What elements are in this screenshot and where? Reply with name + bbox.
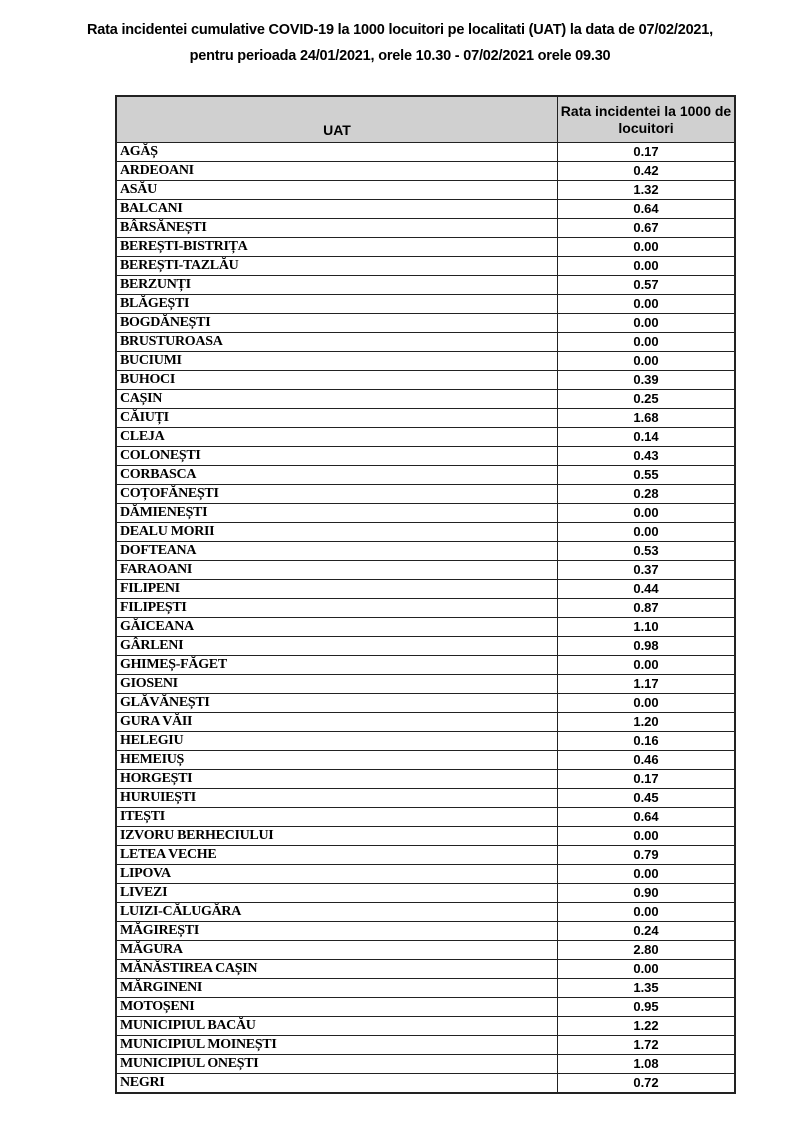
incidence-rate: 0.00	[558, 656, 736, 675]
uat-name: HELEGIU	[116, 732, 558, 751]
uat-name: FARAOANI	[116, 561, 558, 580]
table-row	[116, 903, 735, 922]
incidence-rate: 1.35	[558, 979, 736, 998]
table-row	[116, 618, 735, 637]
table-row	[116, 1036, 735, 1055]
table-row	[116, 447, 735, 466]
table-row	[116, 637, 735, 656]
table-row	[116, 789, 735, 808]
incidence-rate: 0.16	[558, 732, 736, 751]
incidence-rate: 0.37	[558, 561, 736, 580]
incidence-table	[115, 95, 736, 1094]
incidence-rate: 0.55	[558, 466, 736, 485]
uat-name: BALCANI	[116, 200, 558, 219]
uat-name: DĂMIENEȘTI	[116, 504, 558, 523]
incidence-rate: 1.20	[558, 713, 736, 732]
uat-name: DEALU MORII	[116, 523, 558, 542]
incidence-rate: 0.25	[558, 390, 736, 409]
incidence-rate: 1.08	[558, 1055, 736, 1074]
uat-name: LIVEZI	[116, 884, 558, 903]
table-body	[116, 143, 735, 1094]
table-row	[116, 162, 735, 181]
uat-name: CORBASCA	[116, 466, 558, 485]
table-row	[116, 219, 735, 238]
uat-name: MĂNĂSTIREA CAȘIN	[116, 960, 558, 979]
uat-name: HURUIEȘTI	[116, 789, 558, 808]
incidence-rate: 0.00	[558, 352, 736, 371]
table-header-row	[116, 96, 735, 143]
incidence-rate: 0.72	[558, 1074, 736, 1094]
table-row	[116, 922, 735, 941]
table-row	[116, 751, 735, 770]
uat-name: BRUSTUROASA	[116, 333, 558, 352]
uat-name: LIPOVA	[116, 865, 558, 884]
table-row	[116, 656, 735, 675]
table-row	[116, 333, 735, 352]
uat-name: MOTOȘENI	[116, 998, 558, 1017]
table-row	[116, 941, 735, 960]
table-row	[116, 181, 735, 200]
uat-name: LUIZI-CĂLUGĂRA	[116, 903, 558, 922]
table-row	[116, 694, 735, 713]
document-subtitle: pentru perioada 24/01/2021, orele 10.30 - 07/02/2021 orele 09.30	[189, 48, 611, 64]
uat-name: BUCIUMI	[116, 352, 558, 371]
table-row	[116, 238, 735, 257]
uat-name: BEREȘTI-BISTRIȚA	[116, 238, 558, 257]
uat-name: DOFTEANA	[116, 542, 558, 561]
uat-name: BÂRSĂNEȘTI	[116, 219, 558, 238]
table-row	[116, 390, 735, 409]
table-row	[116, 485, 735, 504]
uat-name: AGĂȘ	[116, 143, 558, 162]
uat-name: ITEȘTI	[116, 808, 558, 827]
incidence-rate: 0.00	[558, 903, 736, 922]
incidence-rate: 0.42	[558, 162, 736, 181]
incidence-rate: 0.00	[558, 523, 736, 542]
table-row	[116, 979, 735, 998]
incidence-rate: 0.79	[558, 846, 736, 865]
table-row	[116, 352, 735, 371]
table-row	[116, 1055, 735, 1074]
uat-name: CLEJA	[116, 428, 558, 447]
table-row	[116, 257, 735, 276]
table-row	[116, 409, 735, 428]
incidence-rate: 0.00	[558, 238, 736, 257]
table-row	[116, 713, 735, 732]
uat-name: GIOSENI	[116, 675, 558, 694]
incidence-rate: 0.64	[558, 808, 736, 827]
uat-name: MUNICIPIUL MOINEȘTI	[116, 1036, 558, 1055]
uat-name: HORGEȘTI	[116, 770, 558, 789]
uat-name: GÂRLENI	[116, 637, 558, 656]
uat-name: MĂGURA	[116, 941, 558, 960]
table-row	[116, 827, 735, 846]
uat-name: GĂICEANA	[116, 618, 558, 637]
uat-name: HEMEIUȘ	[116, 751, 558, 770]
table-row	[116, 314, 735, 333]
uat-name: BEREȘTI-TAZLĂU	[116, 257, 558, 276]
incidence-rate: 1.10	[558, 618, 736, 637]
incidence-rate: 1.72	[558, 1036, 736, 1055]
uat-name: NEGRI	[116, 1074, 558, 1094]
table-row	[116, 1074, 735, 1094]
table-row	[116, 428, 735, 447]
table-row	[116, 295, 735, 314]
table-row	[116, 846, 735, 865]
uat-name: BOGDĂNEȘTI	[116, 314, 558, 333]
table-row	[116, 770, 735, 789]
table-row	[116, 998, 735, 1017]
table-row	[116, 675, 735, 694]
incidence-rate: 0.98	[558, 637, 736, 656]
incidence-rate: 0.00	[558, 694, 736, 713]
incidence-rate: 0.00	[558, 295, 736, 314]
incidence-rate: 0.90	[558, 884, 736, 903]
uat-name: MĂGIREȘTI	[116, 922, 558, 941]
uat-name: FILIPEȘTI	[116, 599, 558, 618]
uat-name: ARDEOANI	[116, 162, 558, 181]
table-row	[116, 523, 735, 542]
incidence-rate: 1.17	[558, 675, 736, 694]
uat-name: GHIMEȘ-FĂGET	[116, 656, 558, 675]
uat-name: BUHOCI	[116, 371, 558, 390]
incidence-rate: 0.67	[558, 219, 736, 238]
incidence-rate: 0.00	[558, 314, 736, 333]
table-row	[116, 1017, 735, 1036]
incidence-rate: 1.22	[558, 1017, 736, 1036]
uat-name: MĂRGINENI	[116, 979, 558, 998]
incidence-rate: 0.45	[558, 789, 736, 808]
table-row	[116, 808, 735, 827]
uat-name: FILIPENI	[116, 580, 558, 599]
table-row	[116, 276, 735, 295]
uat-name: CAȘIN	[116, 390, 558, 409]
incidence-rate: 0.43	[558, 447, 736, 466]
column-header-rate: Rata incidentei la 1000 de locuitori	[558, 96, 736, 143]
incidence-rate: 0.17	[558, 143, 736, 162]
incidence-rate: 0.95	[558, 998, 736, 1017]
incidence-rate: 0.00	[558, 257, 736, 276]
table-row	[116, 466, 735, 485]
uat-name: COȚOFĂNEȘTI	[116, 485, 558, 504]
table-row	[116, 143, 735, 162]
table-row	[116, 504, 735, 523]
column-header-uat: UAT	[116, 96, 558, 143]
uat-name: MUNICIPIUL BACĂU	[116, 1017, 558, 1036]
incidence-rate: 2.80	[558, 941, 736, 960]
incidence-rate: 0.46	[558, 751, 736, 770]
incidence-rate: 0.57	[558, 276, 736, 295]
table-row	[116, 865, 735, 884]
incidence-rate: 0.00	[558, 827, 736, 846]
incidence-rate: 0.39	[558, 371, 736, 390]
incidence-rate: 0.87	[558, 599, 736, 618]
table-row	[116, 542, 735, 561]
incidence-rate: 0.64	[558, 200, 736, 219]
incidence-rate: 1.68	[558, 409, 736, 428]
uat-name: GLĂVĂNEȘTI	[116, 694, 558, 713]
incidence-rate: 0.00	[558, 865, 736, 884]
table-row	[116, 561, 735, 580]
table-row	[116, 599, 735, 618]
table-row	[116, 960, 735, 979]
uat-name: LETEA VECHE	[116, 846, 558, 865]
incidence-rate: 0.00	[558, 504, 736, 523]
incidence-rate: 0.28	[558, 485, 736, 504]
incidence-rate: 0.14	[558, 428, 736, 447]
incidence-rate: 0.44	[558, 580, 736, 599]
document-title: Rata incidentei cumulative COVID-19 la 1000 locuitori pe localitati (UAT) la data de 07/02/2021,	[86, 22, 713, 38]
uat-name: IZVORU BERHECIULUI	[116, 827, 558, 846]
table-row	[116, 732, 735, 751]
uat-name: MUNICIPIUL ONEȘTI	[116, 1055, 558, 1074]
table-row	[116, 580, 735, 599]
incidence-rate: 1.32	[558, 181, 736, 200]
table-row	[116, 884, 735, 903]
table-row	[116, 371, 735, 390]
incidence-rate: 0.53	[558, 542, 736, 561]
incidence-rate: 0.00	[558, 960, 736, 979]
incidence-rate: 0.00	[558, 333, 736, 352]
uat-name: GURA VĂII	[116, 713, 558, 732]
table-row	[116, 200, 735, 219]
uat-name: BERZUNȚI	[116, 276, 558, 295]
uat-name: ASĂU	[116, 181, 558, 200]
uat-name: BLĂGEȘTI	[116, 295, 558, 314]
uat-name: COLONEȘTI	[116, 447, 558, 466]
incidence-rate: 0.24	[558, 922, 736, 941]
incidence-rate: 0.17	[558, 770, 736, 789]
uat-name: CĂIUȚI	[116, 409, 558, 428]
